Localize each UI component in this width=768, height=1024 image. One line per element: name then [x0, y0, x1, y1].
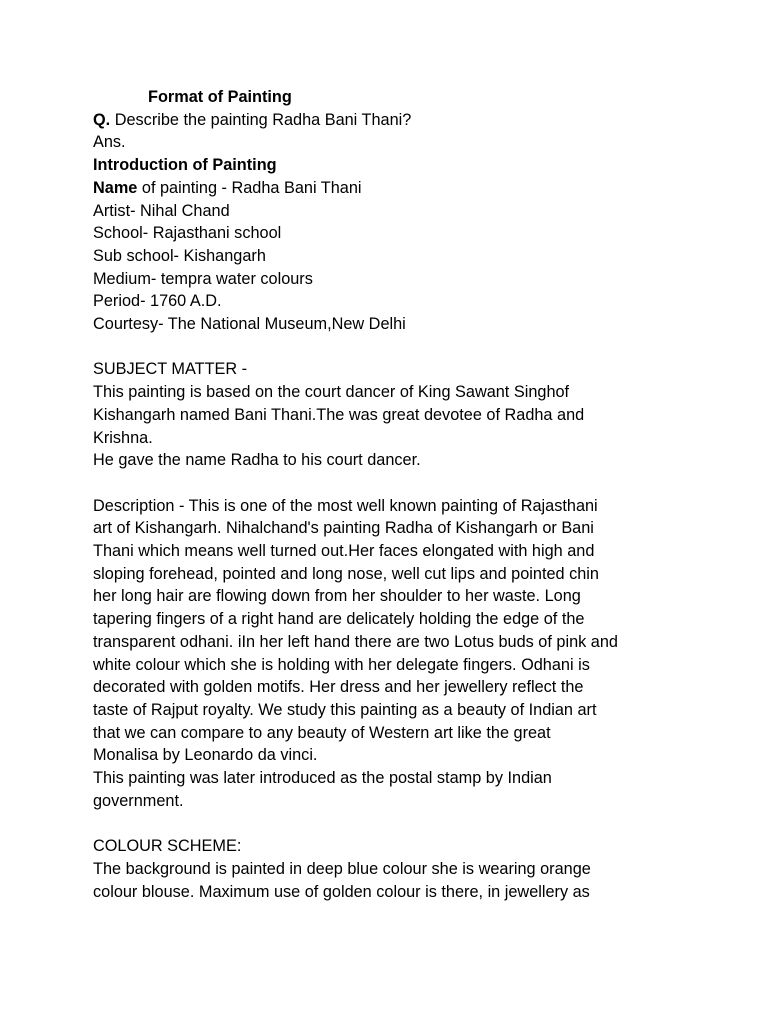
description-line: that we can compare to any beauty of Western art like the great [93, 723, 551, 742]
question-text: Describe the painting Radha Bani Thani? [110, 110, 412, 129]
intro-heading: Introduction of Painting [93, 156, 277, 175]
subject-matter-line: This painting is based on the court dancer of King Sawant Singhof [93, 383, 570, 402]
colour-scheme-heading: COLOUR SCHEME: [93, 837, 242, 856]
colour-scheme-line: colour blouse. Maximum use of golden colour is there, in jewellery as [93, 882, 590, 901]
detail-medium: Medium- tempra water colours [93, 269, 313, 288]
question-label: Q. [93, 110, 111, 129]
detail-courtesy: Courtesy- The National Museum,New Delhi [93, 315, 406, 334]
description-line: Description - This is one of the most well known painting of Rajasthani [93, 496, 598, 515]
name-line [93, 177, 733, 200]
name-label: Name [93, 178, 138, 197]
description-line: Monalisa by Leonardo da vinci. [93, 746, 318, 765]
document-title: Format of Painting [148, 88, 292, 106]
description-line: tapering fingers of a right hand are delicately holding the edge of the [93, 610, 585, 629]
detail-period: Period- 1760 A.D. [93, 292, 222, 311]
spacer [93, 336, 733, 359]
description-line: taste of Rajput royalty. We study this painting as a beauty of Indian art [93, 700, 597, 719]
description-line: decorated with golden motifs. Her dress and her jewellery reflect the [93, 678, 584, 697]
spacer [93, 472, 733, 495]
subject-matter-line: Kishangarh named Bani Thani.The was great devotee of Radha and [93, 405, 585, 424]
colour-scheme-line: The background is painted in deep blue colour she is wearing orange [93, 859, 591, 878]
description-line: white colour which she is holding with her delegate fingers. Odhani is [93, 655, 590, 674]
subject-matter-line: He gave the name Radha to his court dancer. [93, 451, 421, 470]
description-line: This painting was later introduced as the postal stamp by Indian [93, 769, 552, 788]
detail-sub-school: Sub school- Kishangarh [93, 246, 266, 265]
description-line: sloping forehead, pointed and long nose, well cut lips and pointed chin [93, 564, 599, 583]
name-text: of painting - Radha Bani Thani [137, 178, 362, 197]
detail-school: School- Rajasthani school [93, 224, 282, 243]
description-line: government. [93, 791, 184, 810]
answer-label: Ans. [93, 133, 126, 152]
subject-matter-heading: SUBJECT MATTER - [93, 360, 248, 379]
subject-matter-line: Krishna. [93, 428, 153, 447]
description-line: art of Kishangarh. Nihalchand's painting Radha of Kishangarh or Bani [93, 519, 594, 538]
description-line: her long hair are flowing down from her shoulder to her waste. Long [93, 587, 581, 606]
document-page [93, 86, 733, 903]
description-line: transparent odhani. iIn her left hand there are two Lotus buds of pink and [93, 632, 618, 651]
description-line: Thani which means well turned out.Her faces elongated with high and [93, 542, 595, 561]
detail-artist: Artist- Nihal Chand [93, 201, 230, 220]
spacer [93, 812, 733, 835]
question-line [93, 109, 733, 132]
